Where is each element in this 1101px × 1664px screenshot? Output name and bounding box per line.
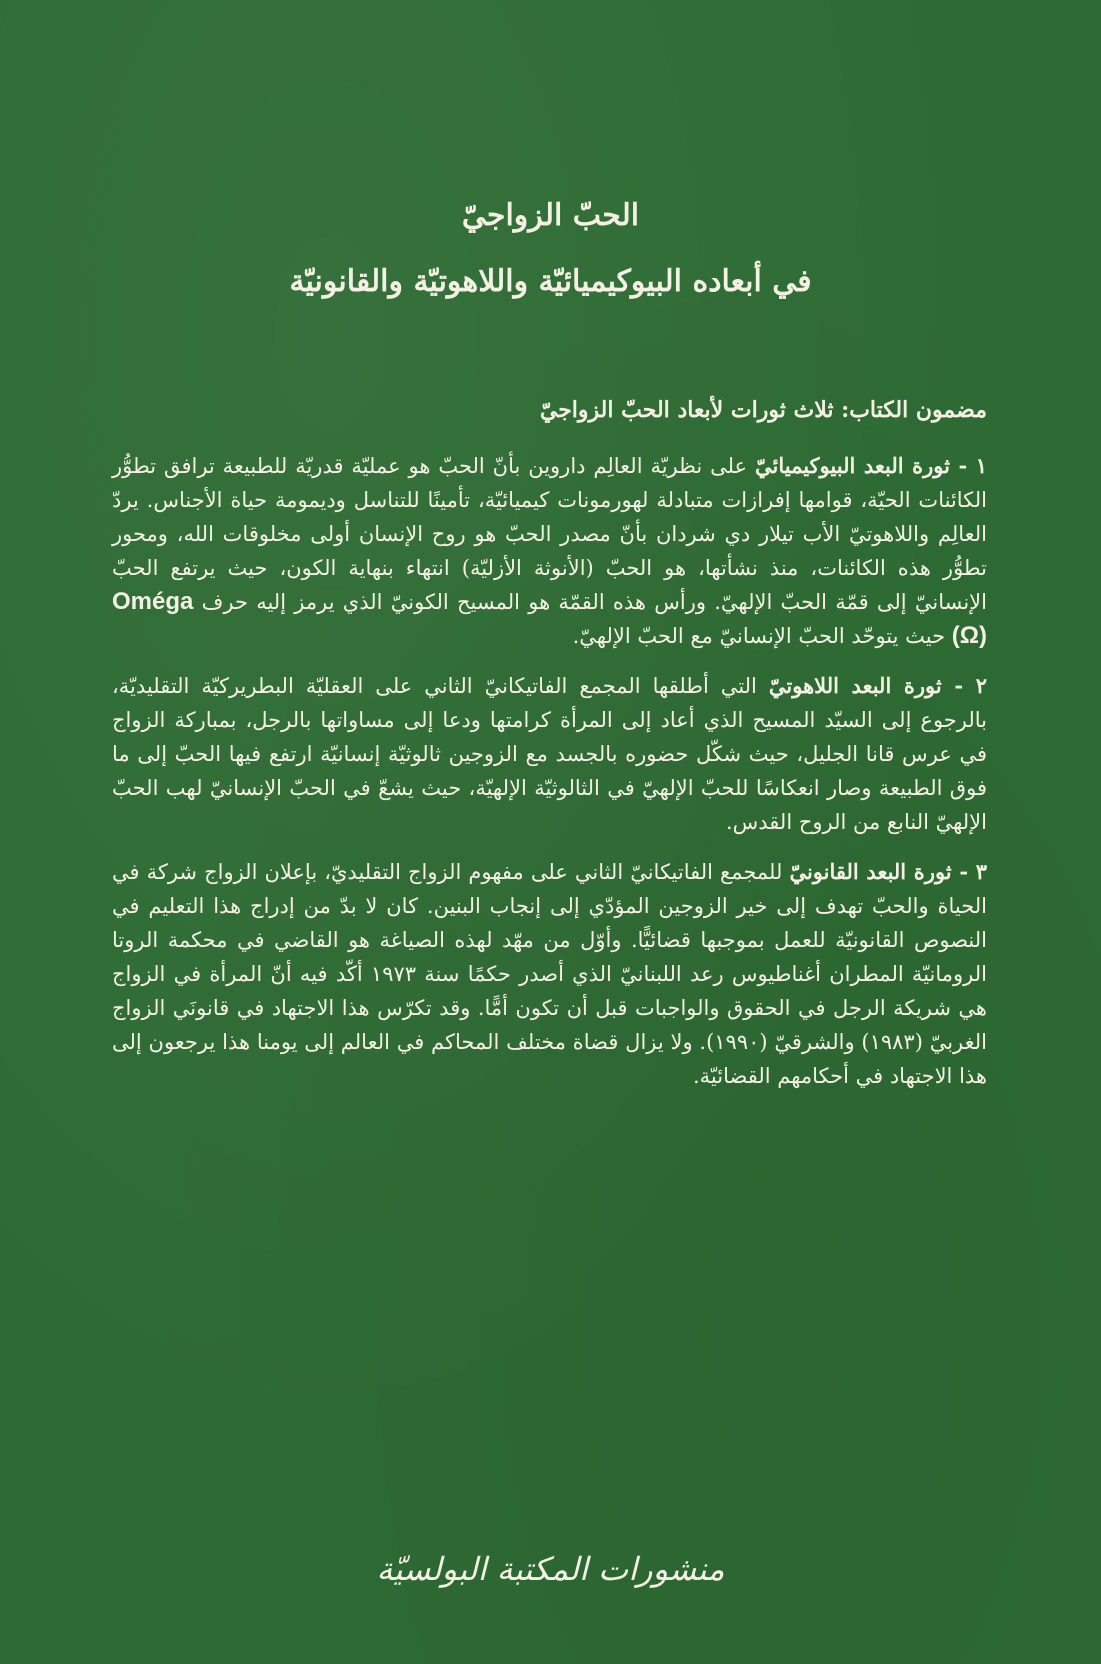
section-theological-text: التي أطلقها المجمع الفاتيكانيّ الثاني على العقليّة البطريركيّة التقليديّة، بالرجوع إلى السيّد المسيح الذي أعاد إلى المرأة كرامتها ودعا إلى مساواتها بالرجل، بمباركة الزواج في عرس قانا الجليل، حيث شكّل حضوره بالجسد مع الزوجين ثالوثيّة إنسانيّة ارتفع فيها الحبّ إلى ما فوق الطبيعة وصار انعكاسًا للحبّ الإلهيّ في الثالوثيّة الإلهيّة، حيث يشعّ في الحبّ الإنسانيّ لهب الحبّ الإلهيّ النابع من الروح القدس. bbox=[112, 674, 987, 834]
section-biochemical bbox=[112, 449, 987, 653]
section-theological bbox=[112, 669, 987, 839]
section-biochemical-text: على نظريّة العالِم داروين بأنّ الحبّ هو عمليّة قدريّة للطبيعة ترافق تطوُّر الكائنات الحيّة، قوامها إفرازات متبادلة لهورمونات كيميائيّة، تأمينًا للتناسل وديمومة حياة الأجناس. يردّ العالِم واللاهوتيّ الأب تيلار دي شردان بأنّ مصدر الحبّ هو روح الإنسان أولى مخلوقات الله، ومحور تطوُّر هذه الكائنات، منذ نشأتها، هو الحبّ (الأنوثة الأزليّة) انتهاء بنهاية الكون، حيث يرتفع الحبّ الإنسانيّ إلى قمّة الحبّ الإلهيّ. ورأس هذه القمّة هو المسيح الكونيّ الذي يرمز إليه حرف bbox=[112, 454, 987, 614]
section-biochemical-text-end: حيث يتوحّد الحبّ الإنسانيّ مع الحبّ الإلهيّ. bbox=[572, 624, 952, 648]
book-description bbox=[112, 393, 987, 1109]
section-theological-lead: ٢ - ثورة البعد اللاهوتيّ bbox=[768, 673, 988, 698]
section-legal-lead: ٣ - ثورة البعد القانونيّ bbox=[789, 859, 987, 884]
section-legal bbox=[112, 855, 987, 1093]
omega-term: Oméga (Ω) bbox=[112, 588, 987, 649]
publisher-logo: منشورات المكتبة البولسيّة bbox=[376, 1550, 725, 1588]
book-title: الحبّ الزواجيّ bbox=[461, 198, 640, 233]
book-subtitle: في أبعاده البيوكيميائيّة واللاهوتيّة والقانونيّة bbox=[289, 264, 812, 299]
section-legal-text: للمجمع الفاتيكانيّ الثاني على مفهوم الزواج التقليديّ، بإعلان الزواج شركة في الحياة والحبّ تهدف إلى خير الزوجين المؤدّي إلى إنجاب البنين. كان لا بدّ من إدراج هذا التعليم في النصوص القانونيّة للعمل بموجبها قضائيًّا. وأوّل من مهّد لهذه الصياغة هو القاضي في محكمة الروتا الرومانيّة المطران أغناطيوس رعد اللبنانيّ الذي أصدر حكمًا سنة ١٩٧٣ أكّد فيه أنّ المرأة في الزواج هي شريكة الرجل في الحقوق والواجبات قبل أن تكون أمًّا. وقد تكرّس هذا الاجتهاد في قانونَي الزواج الغربيّ (١٩٨٣) والشرقيّ (١٩٩٠). ولا يزال قضاة مختلف المحاكم في العالم إلى يومنا هذا يرجعون إلى هذا الاجتهاد في أحكامهم القضائيّة. bbox=[112, 860, 987, 1088]
description-heading: مضمون الكتاب: ثلاث ثورات لأبعاد الحبّ الزواجيّ bbox=[539, 397, 987, 423]
section-biochemical-lead: ١ - ثورة البعد البيوكيميائيّ bbox=[754, 453, 987, 478]
